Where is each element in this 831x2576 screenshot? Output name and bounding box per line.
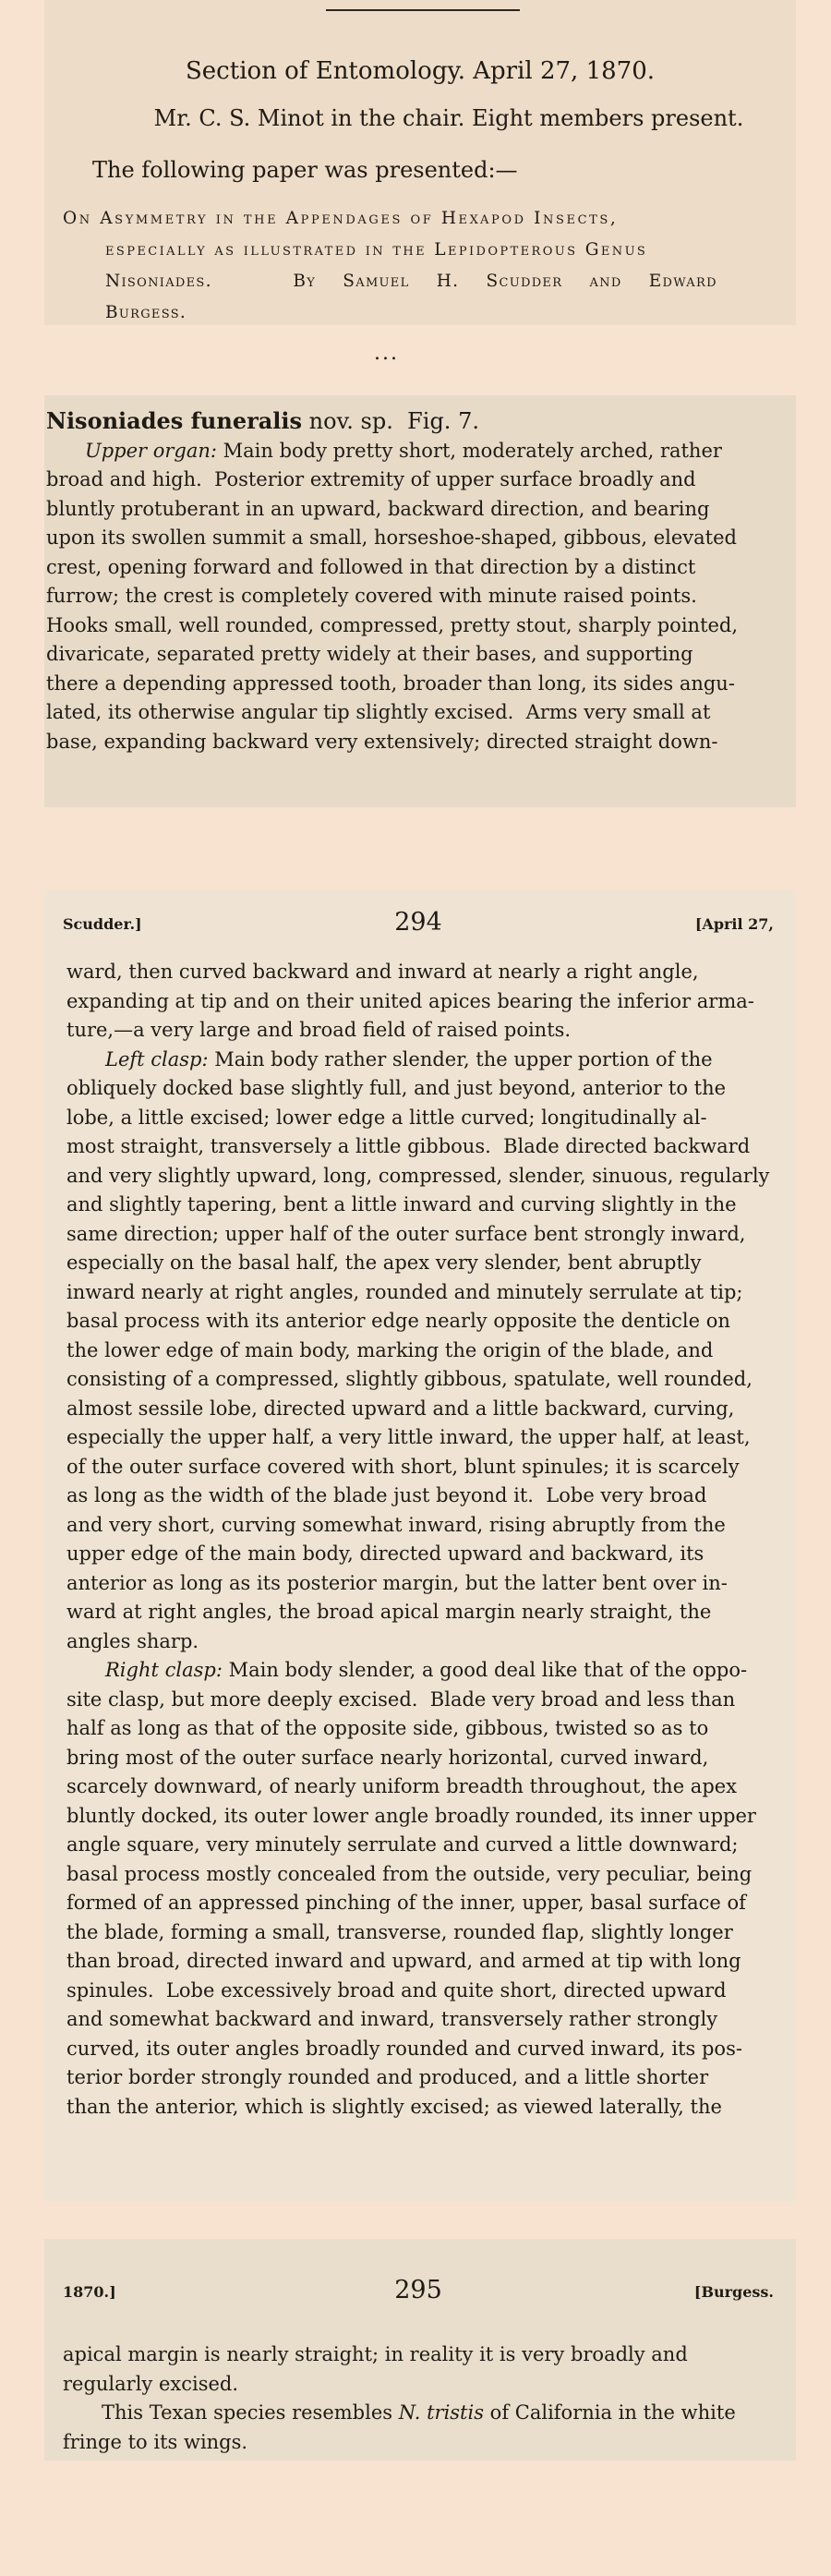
text-line: regularly excised. — [63, 2372, 239, 2395]
text-line: obliquely docked base slightly full, and just beyond, anterior to the — [66, 1077, 727, 1099]
species-ref: N. tristis — [398, 2401, 484, 2424]
text-line: fringe to its wings. — [63, 2430, 248, 2453]
text-line: curved, its outer angles broadly rounded and curved inward, its pos- — [66, 2037, 742, 2060]
upper-organ-label: Upper organ: — [85, 439, 217, 462]
text-line: and somewhat backward and inward, transversely rather strongly — [66, 2008, 718, 2030]
text-line: ward at right angles, the broad apical margin nearly straight, the — [66, 1601, 712, 1623]
text-line: consisting of a compressed, slightly gibbous, spatulate, well rounded, — [66, 1368, 753, 1390]
text-line: and very slightly upward, long, compressed, slender, sinuous, regularly — [66, 1164, 770, 1187]
text-line: upper edge of the main body, directed upward and backward, its — [66, 1542, 705, 1565]
running-head-left: 1870.] — [63, 2283, 116, 2301]
paper-title-line: On Asymmetry in the Appendages of Hexapod Insects, — [63, 209, 619, 228]
text-line: spinules. Lobe excessively broad and quite short, directed upward — [66, 1978, 727, 2002]
text-line: bring most of the outer surface nearly horizontal, curved inward, — [66, 1746, 709, 1769]
text-line: lated, its otherwise angular tip slightly excised. Arms very small at — [46, 701, 711, 723]
text-line: of the outer surface covered with short, blunt spinules; it is scarcely — [66, 1455, 740, 1478]
text-line: anterior as long as its posterior margin, but the latter bent over in- — [66, 1571, 728, 1594]
text-line: expanding at tip and on their united apices bearing the inferior arma- — [66, 989, 754, 1012]
text-line: base, expanding backward very extensively; directed straight down- — [46, 730, 718, 753]
text-line: and very short, curving somewhat inward, rising abruptly from the — [66, 1513, 726, 1536]
text-line: same direction; upper half of the outer surface bent strongly inward, — [66, 1222, 746, 1245]
page-header — [63, 2278, 774, 2305]
text-line: half as long as that of the opposite side, gibbous, twisted so as to — [66, 1717, 709, 1739]
paper-title — [63, 203, 777, 329]
text-line: formed of an appressed pinching of the inner, upper, basal surface of — [66, 1892, 746, 1914]
page-295 — [44, 2239, 796, 2461]
right-clasp-label: Right clasp: — [105, 1659, 223, 1681]
text-line: Left clasp: Main body rather slender, the upper portion of the — [105, 1047, 713, 1070]
text-line: the blade, forming a small, transverse, rounded flap, slightly longer — [66, 1920, 733, 1943]
text-line: ward, then curved backward and inward at nearly a right angle, — [66, 961, 699, 983]
text-line: broad and high. Posterior extremity of upper surface broadly and — [46, 468, 696, 490]
chair-line: Mr. C. S. Minot in the chair. Eight members present. — [153, 105, 744, 131]
text-line: most straight, transversely a little gibbous. Blade directed backward — [66, 1135, 751, 1157]
page-header — [63, 910, 774, 937]
ellipsis: ... — [374, 342, 399, 365]
text-line: basal process with its anterior edge nearly opposite the denticle on — [66, 1310, 730, 1332]
text-line: terior border strongly rounded and produced, and a little shorter — [66, 2066, 709, 2088]
text-line: furrow; the crest is completely covered with minute raised points. — [46, 585, 697, 607]
page-number: 294 — [394, 908, 442, 937]
left-clasp-label: Left clasp: — [105, 1047, 209, 1070]
text-line: as long as the width of the blade just beyond it. Lobe very broad — [66, 1484, 707, 1506]
text-line: lobe, a little excised; lower edge a little curved; longitudinally al- — [66, 1106, 707, 1129]
top-rule — [326, 9, 520, 11]
text-line: and slightly tapering, bent a little inward and curving slightly in the — [66, 1193, 737, 1215]
text-line: bluntly protuberant in an upward, backward direction, and bearing — [46, 497, 710, 520]
species-heading — [46, 406, 794, 437]
text-line: divaricate, separated pretty widely at their bases, and supporting — [46, 643, 693, 665]
text-line: angles sharp. — [66, 1629, 199, 1652]
running-head-right: [Burgess. — [693, 2283, 774, 2301]
page-294-text — [66, 958, 787, 2122]
header-panel — [44, 0, 796, 325]
text-line: than the anterior, which is slightly excised; as viewed laterally, the — [66, 2095, 722, 2118]
species-name: Nisoniades funeralis — [46, 407, 303, 434]
text-line: the lower edge of main body, marking the origin of the blade, and — [66, 1338, 714, 1361]
text-line: there a depending appressed tooth, broader than long, its sides angu- — [46, 671, 735, 695]
text-line: than broad, directed inward and upward, and armed at tip with long — [66, 1950, 741, 1972]
text-line: site clasp, but more deeply excised. Blade very broad and less than — [66, 1687, 736, 1711]
text-line: apical margin is nearly straight; in reality it is very broadly and — [63, 2343, 688, 2365]
presented-line: The following paper was presented:— — [92, 157, 518, 183]
paper-title-line: especially as illustrated in the Lepidopterous Genus — [105, 240, 648, 260]
text-line: scarcely downward, of nearly uniform breadth throughout, the apex — [66, 1775, 738, 1797]
text-line: This Texan species resembles N. tristis of California in the white — [102, 2401, 736, 2424]
section-title: Section of Entomology. April 27, 1870. — [185, 57, 656, 85]
species-rest: nov. sp. Fig. 7. — [302, 408, 479, 434]
species-text — [46, 406, 794, 756]
paper-title-line: Burgess. — [105, 303, 187, 322]
paper-title-line: Nisoniades. By Samuel H. Scudder and Edward — [105, 272, 717, 291]
text-line: upon its swollen summit a small, horseshoe-shaped, gibbous, elevated — [46, 526, 737, 549]
page-number: 295 — [394, 2276, 442, 2304]
text-line: almost sessile lobe, directed upward and a little backward, curving, — [66, 1397, 735, 1420]
page-295-text — [63, 2340, 792, 2457]
text-line: bluntly docked, its outer lower angle broadly rounded, its inner upper — [66, 1804, 756, 1827]
text-line: Right clasp: Main body slender, a good deal like that of the oppo- — [105, 1659, 748, 1681]
text-line: ture,—a very large and broad field of raised points. — [66, 1019, 572, 1041]
running-head-right: [April 27, — [694, 915, 774, 933]
text-line: inward nearly at right angles, rounded and minutely serrulate at tip; — [66, 1280, 743, 1303]
text-line: crest, opening forward and followed in that direction by a distinct — [46, 555, 696, 578]
running-head-left: Scudder.] — [63, 915, 142, 933]
text-line: angle square, very minutely serrulate and curved a little downward; — [66, 1833, 739, 1856]
species-panel — [44, 395, 796, 807]
page-294 — [44, 889, 796, 2201]
text-line: Hooks small, well rounded, compressed, pretty stout, sharply pointed, — [46, 613, 739, 636]
text-line: especially on the basal half, the apex very slender, bent abruptly — [66, 1252, 702, 1274]
text-line: basal process mostly concealed from the outside, very peculiar, being — [66, 1862, 753, 1885]
text-line: especially the upper half, a very little inward, the upper half, at least, — [66, 1426, 751, 1448]
text-line: Upper organ: Main body pretty short, moderately arched, rather — [85, 439, 722, 462]
